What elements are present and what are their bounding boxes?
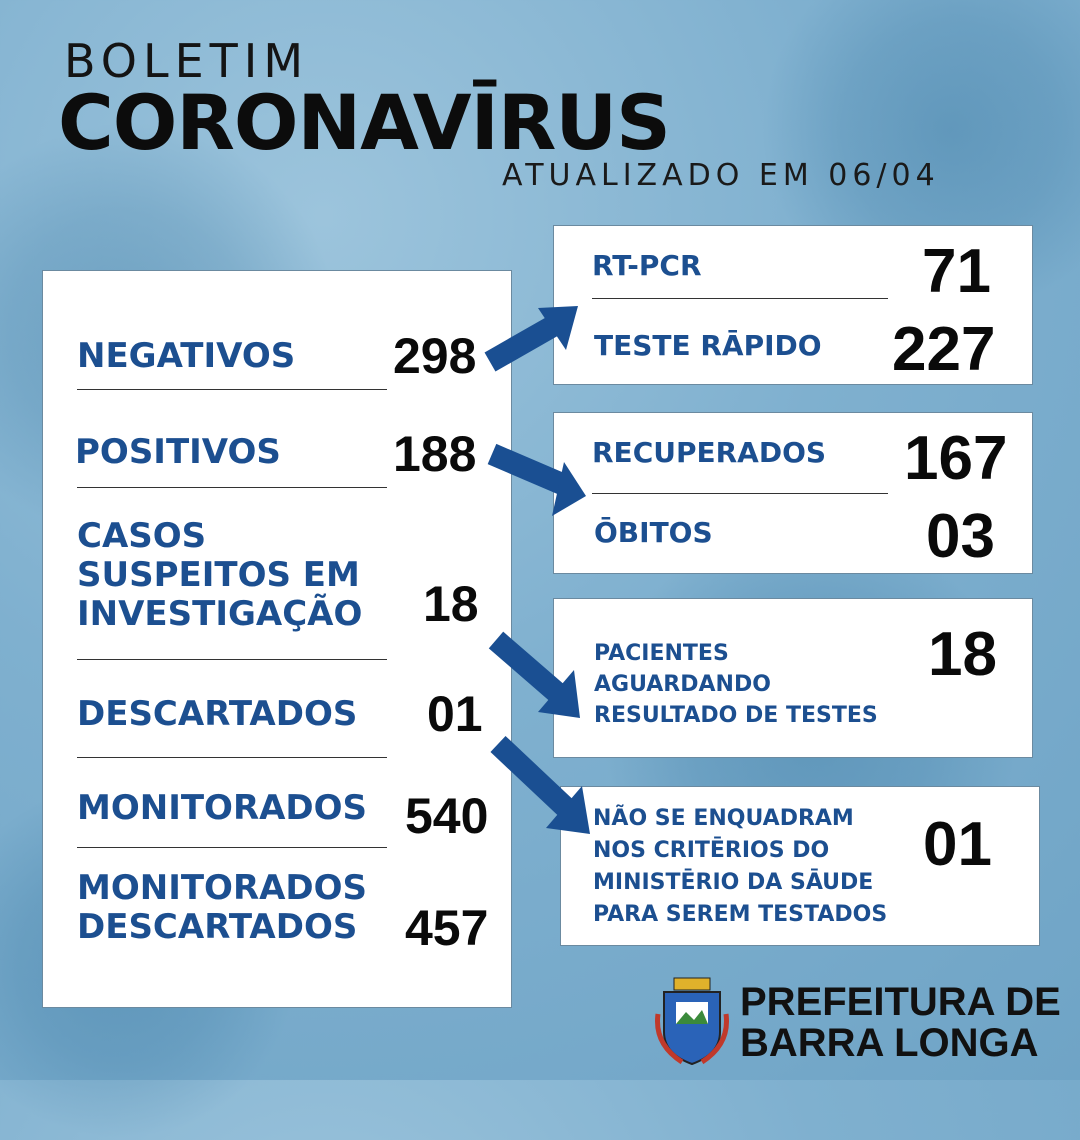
suspected-label [77,517,362,634]
not-qualified-label-line: NÃO SE ENQUADRAM [593,806,854,831]
positives-label: POSITIVOS [75,432,281,472]
monitored-discarded-label-line: DESCARTADOS [77,907,358,948]
positives-value: 188 [393,426,477,482]
pending-tests-box [553,598,1033,758]
suspected-label-line: CASOS [77,516,207,556]
divider [77,659,387,660]
arrow-discarded-icon [484,734,614,854]
suspected-value: 18 [423,576,479,632]
summary-panel [42,270,512,1008]
pending-value: 18 [928,620,997,689]
arrow-suspected-icon [484,626,604,736]
arrow-negatives-icon [478,292,598,392]
rtpcr-value: 71 [922,237,991,306]
monitored-discarded-label-line: MONITORADOS [77,868,368,908]
divider [77,847,387,848]
pending-label [594,639,878,731]
negatives-value: 298 [393,328,477,384]
suspected-label-line: INVESTIGAÇÃO [77,594,363,635]
pending-label-line: PACIENTES [594,641,729,666]
monitored-label: MONITORADOS [77,788,368,828]
page-title: CORONAVĪRUS [58,78,670,167]
rapid-test-label: TESTE RĀPIDO [594,329,822,362]
prefecture-name [740,982,1061,1064]
negatives-breakdown-box [553,225,1033,385]
not-qualified-label-line: PARA SEREM TESTADOS [593,901,888,927]
not-qualified-label-line: MINISTĒRIO DA SĀUDE [593,869,874,895]
arrow-positives-icon [482,440,602,540]
suspected-label-line: SUSPEITOS EM [77,555,360,596]
title-small: BOLETIM [64,34,310,88]
deaths-value: 03 [926,502,995,571]
pending-label-line: AGUARDANDO [594,671,771,697]
coat-of-arms-icon [652,974,732,1070]
monitored-discarded-value: 457 [405,900,489,956]
monitored-discarded-label [77,869,367,947]
rapid-test-value: 227 [892,315,996,384]
recovered-value: 167 [904,424,1008,493]
pending-label-line: RESULTADO DE TESTES [594,702,878,728]
updated-date: ATUALIZADO EM 06/04 [502,158,940,193]
divider [77,757,387,758]
divider [77,487,387,488]
recovered-label: RECUPERADOS [592,436,827,469]
positives-breakdown-box [553,412,1033,574]
not-qualified-label [593,803,887,931]
not-qualified-label-line: NOS CRITĒRIOS DO [593,837,830,863]
monitored-value: 540 [405,788,489,844]
divider [77,389,387,390]
prefecture-name-line: PREFEITURA DE [740,980,1061,1024]
deaths-label: ŌBITOS [594,516,713,549]
divider [592,298,888,299]
discarded-value: 01 [427,686,483,742]
divider [592,493,888,494]
prefecture-name-line: BARRA LONGA [740,1020,1039,1065]
discarded-label: DESCARTADOS [77,694,358,734]
not-qualified-value: 01 [923,810,992,879]
rtpcr-label: RT-PCR [592,249,702,282]
not-qualified-box [560,786,1040,946]
negatives-label: NEGATIVOS [77,336,296,376]
